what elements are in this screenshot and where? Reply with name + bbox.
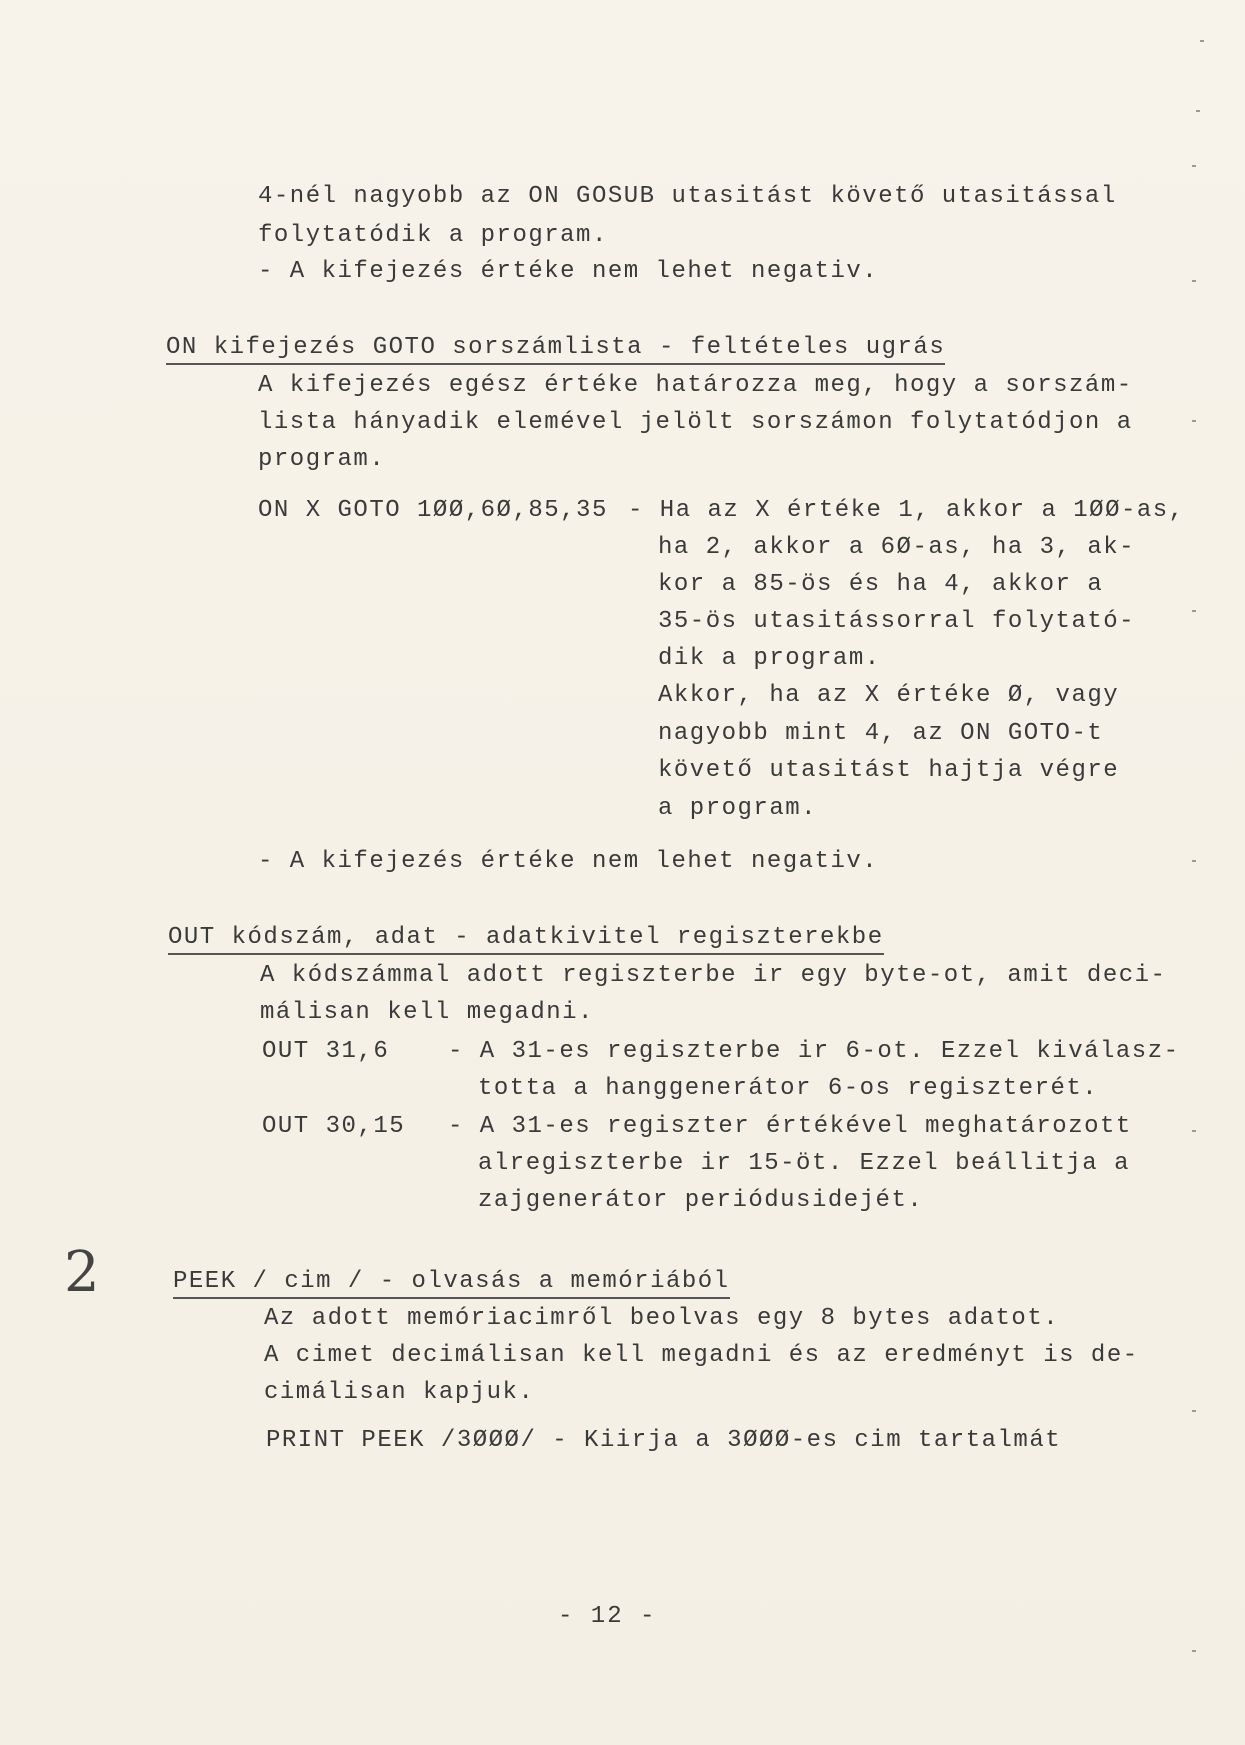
out-example-2-desc-2: alregiszterbe ir 15-öt. Ezzel beállitja a <box>478 1150 1130 1177</box>
on-goto-note: - A kifejezés értéke nem lehet negativ. <box>258 848 879 875</box>
intro-line-1: 4-nél nagyobb az ON GOSUB utasitást követő utasitással <box>258 183 1117 210</box>
on-goto-example-desc-7: nagyobb mint 4, az ON GOTO-t <box>658 720 1104 747</box>
paper-speck <box>1192 420 1196 422</box>
paper-speck <box>1192 165 1196 167</box>
out-example-1-desc-1: - A 31-es regiszterbe ir 6-ot. Ezzel kiválasz- <box>448 1038 1180 1065</box>
on-goto-example-desc-3: kor a 85-ös és ha 4, akkor a <box>658 571 1104 598</box>
on-goto-example-desc-8: követő utasitást hajtja végre <box>658 757 1120 784</box>
on-goto-example-code: ON X GOTO 1ØØ,6Ø,85,35 <box>258 497 608 524</box>
paper-speck <box>1192 1130 1196 1132</box>
out-desc-1: A kódszámmal adott regiszterbe ir egy byte-ot, amit deci- <box>260 962 1167 989</box>
out-example-2-desc-1: - A 31-es regiszter értékével meghatározott <box>448 1113 1132 1140</box>
out-heading: OUT kódszám, adat - adatkivitel regiszterekbe <box>168 924 884 955</box>
on-goto-example-desc-6: Akkor, ha az X értéke Ø, vagy <box>658 682 1120 709</box>
on-goto-example-desc-1: - Ha az X értéke 1, akkor a 1ØØ-as, <box>628 497 1185 524</box>
on-goto-heading: ON kifejezés GOTO sorszámlista - feltételes ugrás <box>166 334 945 365</box>
intro-line-3: - A kifejezés értéke nem lehet negativ. <box>258 258 879 285</box>
peek-desc-3: cimálisan kapjuk. <box>264 1379 535 1406</box>
paper-speck <box>1196 110 1200 112</box>
paper-speck <box>1192 1650 1196 1652</box>
paper-speck <box>1200 40 1204 42</box>
page-number: - 12 - <box>558 1603 657 1630</box>
paper-speck <box>1192 610 1196 612</box>
on-goto-desc-2: lista hányadik elemével jelölt sorszámon folytatódjon a <box>258 409 1133 436</box>
paper-speck <box>1192 1410 1196 1412</box>
out-example-1-code: OUT 31,6 <box>262 1038 390 1065</box>
on-goto-example-desc-5: dik a program. <box>658 645 881 672</box>
peek-heading: PEEK / cim / - olvasás a memóriából <box>173 1268 730 1299</box>
on-goto-desc-3: program. <box>258 446 386 473</box>
on-goto-example-desc-9: a program. <box>658 795 818 822</box>
on-goto-example-desc-2: ha 2, akkor a 6Ø-as, ha 3, ak- <box>658 534 1136 561</box>
peek-example: PRINT PEEK /3ØØØ/ - Kiirja a 3ØØØ-es cim tartalmát <box>266 1427 1062 1454</box>
handwritten-margin-mark: 2 <box>64 1240 100 1305</box>
peek-desc-1: Az adott memóriacimről beolvas egy 8 bytes adatot. <box>264 1305 1060 1332</box>
intro-line-2: folytatódik a program. <box>258 222 608 249</box>
on-goto-example-desc-4: 35-ös utasitássorral folytató- <box>658 608 1136 635</box>
out-example-2-code: OUT 30,15 <box>262 1113 406 1140</box>
paper-speck <box>1192 280 1196 282</box>
peek-desc-2: A cimet decimálisan kell megadni és az eredményt is de- <box>264 1342 1139 1369</box>
out-example-2-desc-3: zajgenerátor periódusidejét. <box>478 1187 924 1214</box>
paper-speck <box>1192 860 1196 862</box>
out-example-1-desc-2: totta a hanggenerátor 6-os regiszterét. <box>478 1075 1099 1102</box>
on-goto-desc-1: A kifejezés egész értéke határozza meg, hogy a sorszám- <box>258 372 1133 399</box>
out-desc-2: málisan kell megadni. <box>260 999 594 1026</box>
